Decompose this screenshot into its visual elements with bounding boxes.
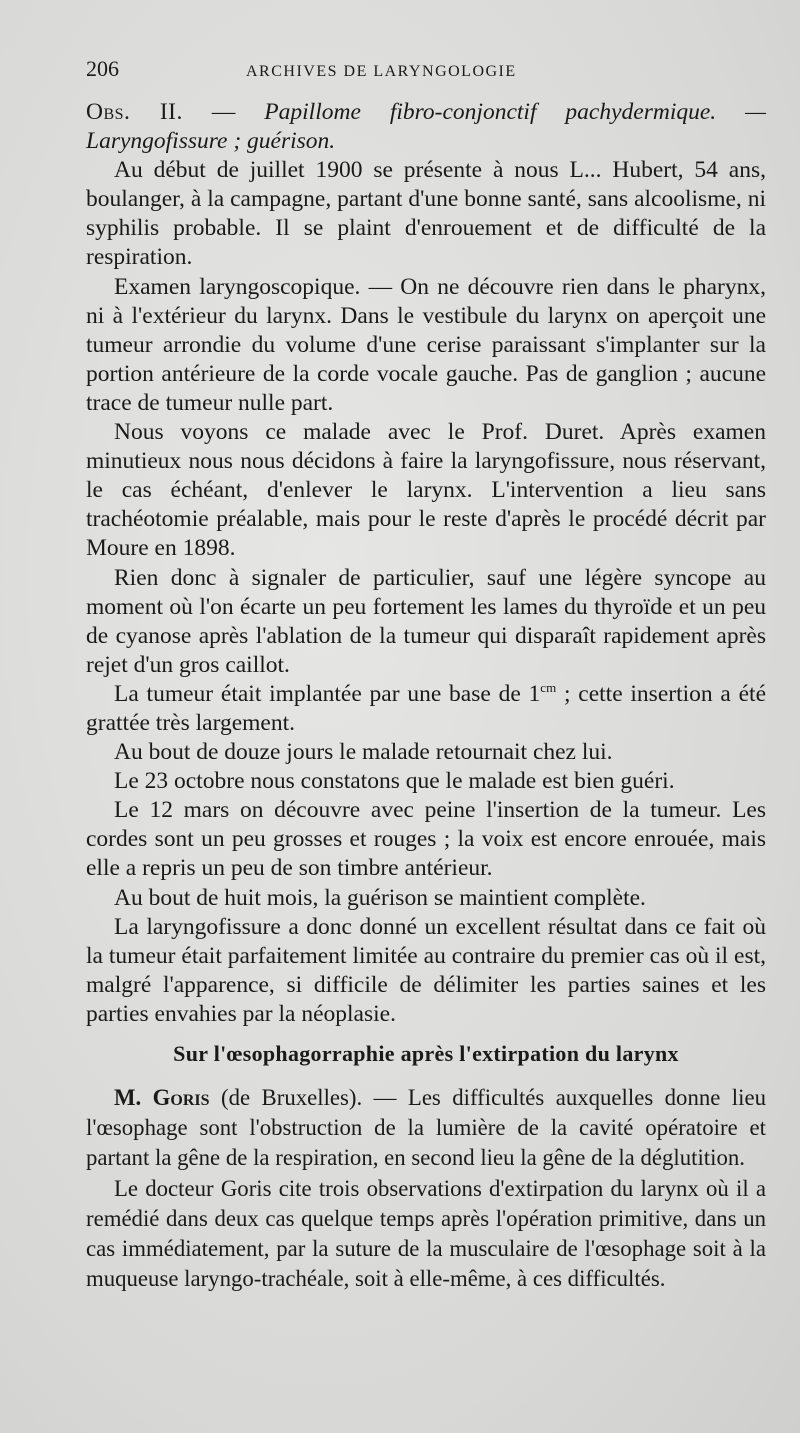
observation-heading [86, 98, 766, 156]
section-title: Sur l'œsophagorraphie après l'extirpation du larynx [173, 1041, 679, 1066]
paragraph: Rien donc à signaler de particulier, sauf une légère syncope au moment où l'on écarte un peu fortement les lames du thyroïde et un peu de cyanose après l'ablation de la tumeur qui disparaît rapidement après rejet d'un gros caillot. [86, 564, 766, 678]
author-name: M. Goris [114, 1085, 210, 1110]
paragraph: Au bout de douze jours le malade retournait chez lui. [114, 739, 613, 766]
paragraph: Le 23 octobre nous constatons que le malade est bien guéri. [114, 768, 675, 795]
observation-dash: — [211, 99, 236, 125]
unit-superscript: cm [540, 680, 557, 696]
paragraph: Au début de juillet 1900 se présente à nous L... Hubert, 54 ans, boulanger, à la campagne, partant d'une bonne santé, sans alcoolisme, ni syphilis probable. Il se plaint d'enrouement et de difficulté de la respiration. [86, 157, 766, 271]
paragraph-tumor [86, 680, 766, 738]
paragraph: Le docteur Goris cite trois observations d'extirpation du larynx où il a remédié dans deux cas quelque temps après l'opération primitive, dans un cas immédiatement, par la suture de la musculaire de l'œsophage soit à la muqueuse laryngo-trachéale, soit à elle-même, à ces difficultés. [86, 1175, 766, 1292]
tumor-text-end: ; cette insertion a été grattée très largement. [86, 680, 767, 736]
page-header [86, 56, 766, 90]
paragraph: Nous voyons ce malade avec le Prof. Duret. Après examen minutieux nous nous décidons à faire la laryngofissure, nous réservant, le cas échéant, d'enlever le larynx. L'intervention a lieu sans trachéotomie préalable, mais pour le reste d'après le procédé décrit par Moure en 1898. [86, 419, 766, 562]
author-place: (de Bruxelles). — [209, 1085, 408, 1110]
paragraph: La laryngofissure a donc donné un excellent résultat dans ce fait où la tumeur était parfaitement limitée au contraire du premier cas où il est, malgré l'apparence, si difficile de délimiter les parties saines et les parties envahies par la néoplasie. [86, 913, 766, 1027]
page-number: 206 [86, 56, 119, 81]
tumor-text-start: La tumeur était implantée par une base de 1 [114, 680, 541, 707]
section-intro [86, 1083, 766, 1174]
section-text [86, 1083, 766, 1294]
observation-title: Papillome fibro-conjonctif pachydermique. — Laryngofissure ; guérison. [86, 99, 766, 155]
observation-label: Obs. II. [86, 99, 183, 125]
paragraph: Le 12 mars on découvre avec peine l'insertion de la tumeur. Les cordes sont un peu grosses et rouges ; la voix est encore enrouée, mais elle a repris un peu de son timbre antérieur. [86, 797, 766, 882]
paragraph: Au bout de huit mois, la guérison se maintient complète. [114, 884, 646, 911]
observation-text [86, 98, 766, 1029]
running-head: ARCHIVES DE LARYNGOLOGIE [246, 63, 517, 80]
intro-text: Les difficultés auxquelles donne lieu l'œsophage sont l'obstruction de la lumière de la cavité opératoire et partant la gêne de la respiration, en second lieu la gêne de la déglutition. [86, 1085, 766, 1171]
paragraph: Examen laryngoscopique. — On ne découvre rien dans le pharynx, ni à l'extérieur du larynx. Dans le vestibule du larynx on aperçoit une tumeur arrondie du volume d'une cerise paraissant s'implanter sur la portion antérieure de la corde vocale gauche. Pas de ganglion ; aucune trace de tumeur nulle part. [86, 273, 766, 416]
